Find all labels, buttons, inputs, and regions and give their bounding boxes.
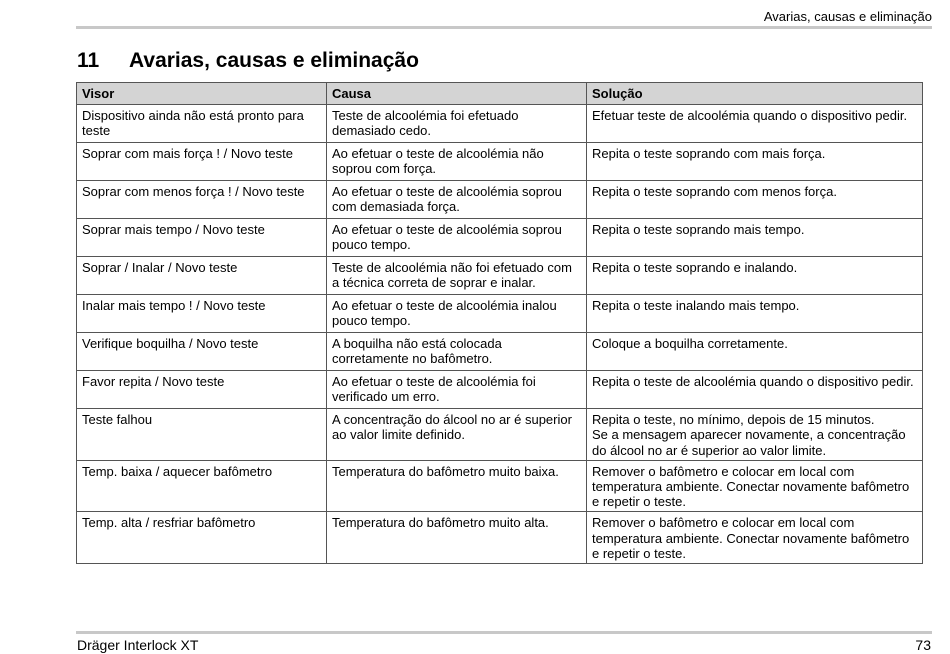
cell-causa: Ao efetuar o teste de alcoolémia soprou com demasiada força. xyxy=(327,181,587,219)
cell-causa: Temperatura do bafômetro muito alta. xyxy=(327,512,587,564)
column-header-causa: Causa xyxy=(327,83,587,105)
cell-visor: Soprar mais tempo / Novo teste xyxy=(77,219,327,257)
cell-solucao: Remover o bafômetro e colocar em local com temperatura ambiente. Conectar novamente bafômetro e repetir o teste. xyxy=(587,460,923,512)
table-header-row xyxy=(77,83,923,105)
cell-causa: Ao efetuar o teste de alcoolémia inalou pouco tempo. xyxy=(327,295,587,333)
section-heading xyxy=(77,49,419,73)
cell-solucao: Repita o teste soprando mais tempo. xyxy=(587,219,923,257)
cell-visor: Temp. alta / resfriar bafômetro xyxy=(77,512,327,564)
section-number: 11 xyxy=(77,49,100,72)
cell-solucao: Efetuar teste de alcoolémia quando o dispositivo pedir. xyxy=(587,105,923,143)
cell-causa: Teste de alcoolémia não foi efetuado com a técnica correta de soprar e inalar. xyxy=(327,257,587,295)
footer-product-name: Dräger Interlock XT xyxy=(77,637,199,653)
footer-rule xyxy=(76,631,932,634)
cell-causa: Ao efetuar o teste de alcoolémia foi verificado um erro. xyxy=(327,371,587,409)
table-row xyxy=(77,371,923,409)
running-header: Avarias, causas e eliminação xyxy=(763,9,932,24)
table-row xyxy=(77,105,923,143)
header-rule xyxy=(76,26,932,29)
page-number: 73 xyxy=(915,637,931,653)
cell-solucao: Repita o teste soprando e inalando. xyxy=(587,257,923,295)
cell-solucao: Remover o bafômetro e colocar em local com temperatura ambiente. Conectar novamente bafômetro e repetir o teste. xyxy=(587,512,923,564)
cell-causa: A boquilha não está colocada corretamente no bafômetro. xyxy=(327,333,587,371)
cell-solucao: Repita o teste inalando mais tempo. xyxy=(587,295,923,333)
table-row xyxy=(77,143,923,181)
column-header-visor: Visor xyxy=(77,83,327,105)
table-row xyxy=(77,295,923,333)
cell-visor: Inalar mais tempo ! / Novo teste xyxy=(77,295,327,333)
section-title: Avarias, causas e eliminação xyxy=(129,49,419,72)
table-row xyxy=(77,409,923,461)
table-row xyxy=(77,257,923,295)
cell-causa: Temperatura do bafômetro muito baixa. xyxy=(327,460,587,512)
cell-causa: A concentração do álcool no ar é superior ao valor limite definido. xyxy=(327,409,587,461)
cell-visor: Verifique boquilha / Novo teste xyxy=(77,333,327,371)
cell-causa: Ao efetuar o teste de alcoolémia não soprou com força. xyxy=(327,143,587,181)
table-row xyxy=(77,460,923,512)
cell-solucao: Coloque a boquilha corretamente. xyxy=(587,333,923,371)
cell-visor: Soprar com mais força ! / Novo teste xyxy=(77,143,327,181)
fault-table xyxy=(76,82,923,564)
table-row xyxy=(77,181,923,219)
cell-solucao: Repita o teste de alcoolémia quando o dispositivo pedir. xyxy=(587,371,923,409)
cell-solucao: Repita o teste soprando com menos força. xyxy=(587,181,923,219)
cell-visor: Temp. baixa / aquecer bafômetro xyxy=(77,460,327,512)
table-row xyxy=(77,219,923,257)
column-header-solucao: Solução xyxy=(587,83,923,105)
cell-visor: Favor repita / Novo teste xyxy=(77,371,327,409)
cell-visor: Dispositivo ainda não está pronto para teste xyxy=(77,105,327,143)
table-row xyxy=(77,333,923,371)
cell-solucao: Repita o teste soprando com mais força. xyxy=(587,143,923,181)
cell-visor: Soprar / Inalar / Novo teste xyxy=(77,257,327,295)
cell-causa: Ao efetuar o teste de alcoolémia soprou pouco tempo. xyxy=(327,219,587,257)
table-row xyxy=(77,512,923,564)
cell-visor: Teste falhou xyxy=(77,409,327,461)
cell-visor: Soprar com menos força ! / Novo teste xyxy=(77,181,327,219)
cell-causa: Teste de alcoolémia foi efetuado demasiado cedo. xyxy=(327,105,587,143)
cell-solucao: Repita o teste, no mínimo, depois de 15 minutos. Se a mensagem aparecer novamente, a concentração do álcool no ar é superior ao valor limite. xyxy=(587,409,923,461)
